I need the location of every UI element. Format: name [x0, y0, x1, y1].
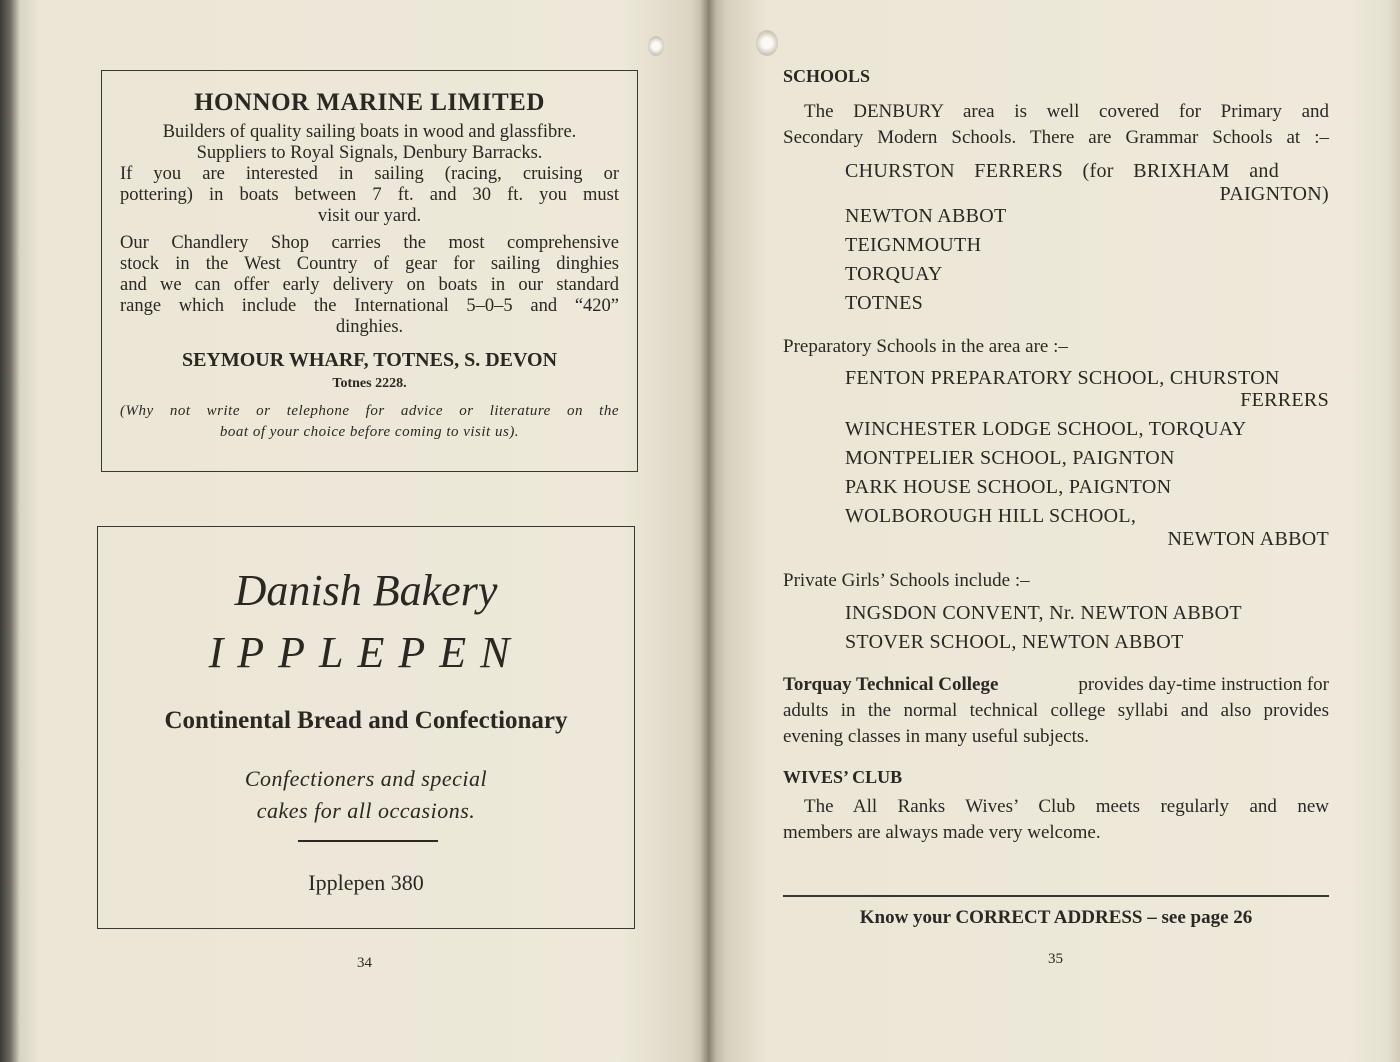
paper-blemish — [756, 30, 778, 56]
advert-line: Builders of quality sailing boats in wood and glassfibre. — [162, 122, 577, 142]
footer-note: Know your CORRECT ADDRESS – see page 26 — [859, 907, 1253, 928]
bakery-tagline: Continental Bread and Confectionary — [164, 707, 568, 734]
school-name: FERRERS — [1240, 389, 1329, 411]
school-name: TEIGNMOUTH — [845, 234, 982, 256]
school-name: NEWTON ABBOT — [845, 205, 1007, 227]
advert-line: If you are interested in sailing (racing, cruising or — [120, 164, 619, 184]
advert-address: SEYMOUR WHARF, TOTNES, S. DEVON — [181, 349, 558, 371]
right-page — [708, 0, 1400, 1062]
advert-line: Suppliers to Royal Signals, Denbury Barracks. — [196, 143, 543, 163]
school-name: STOVER SCHOOL, NEWTON ABBOT — [845, 631, 1184, 653]
school-name: MONTPELIER SCHOOL, PAIGNTON — [845, 447, 1175, 469]
paragraph-line: The DENBURY area is well covered for Primary and — [804, 101, 1329, 122]
page-number: 35 — [1048, 951, 1063, 967]
paragraph-line: Private Girls’ Schools include :– — [783, 570, 1030, 591]
advert-line: dinghies. — [335, 317, 404, 337]
school-name: WINCHESTER LODGE SCHOOL, TORQUAY — [845, 418, 1247, 440]
page-number: 34 — [357, 955, 372, 971]
paragraph-line: Preparatory Schools in the area are :– — [783, 336, 1068, 357]
advert-title: HONNOR MARINE LIMITED — [194, 89, 545, 116]
advert-line: Our Chandlery Shop carries the most comprehensive — [120, 233, 619, 253]
paragraph-text: provides day-time instruction for — [1078, 674, 1329, 695]
advert-line: and we can offer early delivery on boats in our standard — [120, 275, 619, 295]
school-name: PAIGNTON) — [1219, 183, 1329, 205]
paragraph-line — [783, 673, 1329, 697]
bakery-description-line: cakes for all occasions. — [256, 798, 476, 823]
school-name: WOLBOROUGH HILL SCHOOL, — [845, 505, 1137, 527]
school-name: PARK HOUSE SCHOOL, PAIGNTON — [845, 476, 1172, 498]
paper-blemish — [648, 36, 664, 56]
advert-note-line: boat of your choice before coming to visit us). — [219, 424, 520, 440]
paragraph-line: members are always made very welcome. — [783, 822, 1101, 843]
honnor-marine-advert — [101, 70, 638, 472]
bakery-name: Danish Bakery — [234, 566, 498, 615]
advert-phone: Totnes 2228. — [332, 376, 407, 391]
advert-line: pottering) in boats between 7 ft. and 30 ft. you must — [120, 185, 619, 205]
danish-bakery-advert — [97, 526, 635, 929]
college-name: Torquay Technical College — [783, 674, 999, 695]
section-heading-wives-club: WIVES’ CLUB — [783, 767, 903, 787]
school-name: TOTNES — [845, 292, 924, 314]
paragraph-line: adults in the normal technical college syllabi and also provides — [783, 700, 1329, 721]
divider — [298, 840, 438, 842]
bakery-place: IPPLEPEN — [208, 628, 524, 677]
school-name: CHURSTON FERRERS (for BRIXHAM and — [845, 160, 1279, 182]
school-name: INGSDON CONVENT, Nr. NEWTON ABBOT — [845, 602, 1242, 624]
bakery-phone: Ipplepen 380 — [308, 870, 424, 895]
book-spine — [700, 0, 716, 1062]
paragraph-line: The All Ranks Wives’ Club meets regularly and new — [804, 796, 1329, 817]
advert-line: range which include the International 5–0–5 and “420” — [120, 296, 619, 316]
paragraph-line: evening classes in many useful subjects. — [783, 726, 1090, 747]
advert-line: visit our yard. — [317, 206, 422, 226]
school-name: TORQUAY — [845, 263, 943, 285]
school-name: FENTON PREPARATORY SCHOOL, CHURSTON — [845, 367, 1280, 389]
school-name: NEWTON ABBOT — [1167, 528, 1329, 550]
paragraph-line: Secondary Modern Schools. There are Grammar Schools at :– — [783, 127, 1329, 148]
divider — [783, 895, 1329, 897]
section-heading-schools: SCHOOLS — [783, 66, 871, 86]
advert-line: stock in the West Country of gear for sailing dinghies — [120, 254, 619, 274]
advert-note-line: (Why not write or telephone for advice or literature on the — [120, 403, 619, 419]
bakery-description-line: Confectioners and special — [244, 766, 488, 791]
